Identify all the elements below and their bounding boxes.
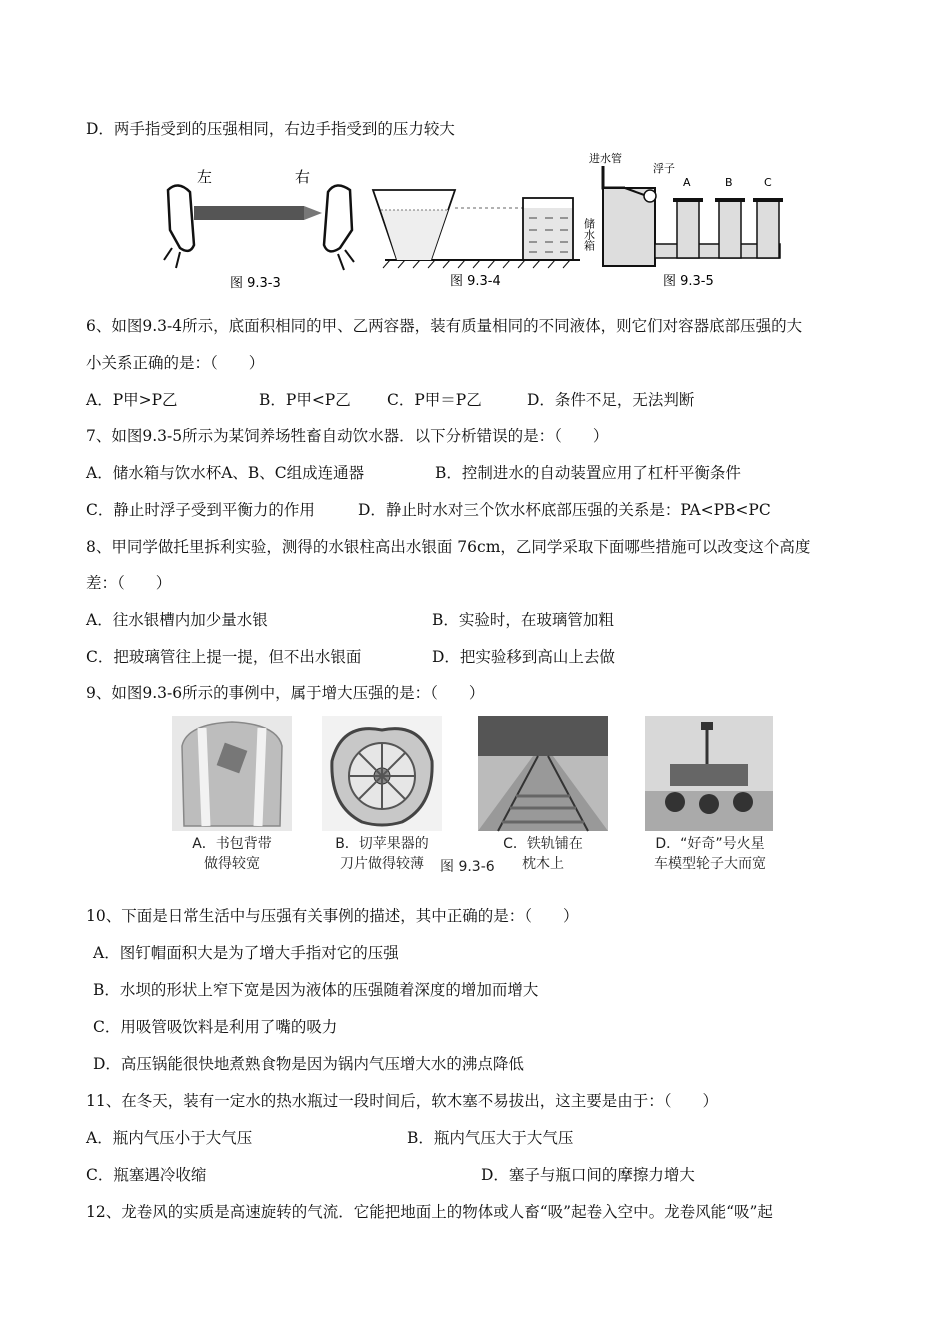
q10-option-c: C．用吸管吸饮料是利用了嘴的吸力 <box>93 1018 338 1036</box>
caption-c <box>478 834 608 874</box>
cup-a-label: A <box>683 176 691 189</box>
caption-b <box>318 834 446 874</box>
caption-a-line1: A．书包背带 <box>192 836 272 852</box>
right-label: 右 <box>295 168 311 186</box>
caption-c-line1: C．铁轨铺在 <box>503 836 583 852</box>
q7-option-d: D．静止时水对三个饮水杯底部压强的关系是：PA<PB<PC <box>358 501 771 519</box>
float-label: 浮子 <box>653 162 675 175</box>
q11-option-b: B．瓶内气压大于大气压 <box>407 1129 574 1147</box>
figure-9-3-4 <box>365 180 580 295</box>
figure-caption-9-3-5: 图 9.3-5 <box>663 274 714 289</box>
apple-slicer-photo <box>322 716 442 831</box>
caption-d <box>635 834 785 874</box>
q8-option-d: D．把实验移到高山上去做 <box>432 648 615 666</box>
left-label: 左 <box>197 168 213 186</box>
q10-option-a: A．图钉帽面积大是为了增大手指对它的压强 <box>93 944 399 962</box>
caption-a <box>168 834 296 874</box>
q5-option-d: D．两手指受到的压强相同，右边手指受到的压力较大 <box>86 120 455 138</box>
figure-caption-9-3-4: 图 9.3-4 <box>450 274 501 289</box>
caption-a-line2: 做得较宽 <box>204 856 260 872</box>
tank-label: 储水箱 <box>582 218 596 251</box>
cup-c-label: C <box>764 176 772 189</box>
q9-stem: 9、如图9.3-6所示的事例中，属于增大压强的是：（ ） <box>86 684 485 702</box>
q6-option-c: C．P甲＝P乙 <box>387 391 482 409</box>
figure-9-3-5 <box>582 148 790 293</box>
q12-stem: 12、龙卷风的实质是高速旋转的气流．它能把地面上的物体或人畜“吸”起卷入空中。龙卷风能“吸”起 <box>86 1203 773 1221</box>
q6-option-b: B．P甲<P乙 <box>259 391 351 409</box>
q6-option-d: D．条件不足，无法判断 <box>527 391 695 409</box>
caption-c-line2: 枕木上 <box>522 856 564 872</box>
q7-option-c: C．静止时浮子受到平衡力的作用 <box>86 501 315 519</box>
caption-b-line1: B．切苹果器的 <box>335 836 429 852</box>
q7-option-a: A．储水箱与饮水杯A、B、C组成连通器 <box>86 464 365 482</box>
railway-photo <box>478 716 608 831</box>
figure-caption-9-3-6: 图 9.3-6 <box>440 859 495 875</box>
caption-b-line2: 刀片做得较薄 <box>340 856 424 872</box>
figure-9-3-3 <box>160 160 360 295</box>
q8-option-b: B．实验时，在玻璃管加粗 <box>432 611 614 629</box>
rover-photo <box>645 716 773 831</box>
q11-option-a: A．瓶内气压小于大气压 <box>86 1129 253 1147</box>
q6-stem-line1: 6、如图9.3-4所示，底面积相同的甲、乙两容器，装有质量相同的不同液体，则它们对容器底部压强的大 <box>86 317 803 335</box>
q11-option-c: C．瓶塞遇冷收缩 <box>86 1166 207 1184</box>
q11-option-d: D．塞子与瓶口间的摩擦力增大 <box>481 1166 695 1184</box>
q8-option-a: A．往水银槽内加少量水银 <box>86 611 268 629</box>
q7-stem: 7、如图9.3-5所示为某饲养场牲畜自动饮水器．以下分析错误的是：（ ） <box>86 427 609 445</box>
q8-stem-line2: 差：（ ） <box>86 574 172 592</box>
q11-stem: 11、在冬天，装有一定水的热水瓶过一段时间后，软木塞不易拔出，这主要是由于：（ ） <box>86 1092 718 1110</box>
q10-stem: 10、下面是日常生活中与压强有关事例的描述，其中正确的是：（ ） <box>86 907 579 925</box>
backpack-photo <box>172 716 292 831</box>
q7-option-b: B．控制进水的自动装置应用了杠杆平衡条件 <box>435 464 741 482</box>
q10-option-d: D．高压锅能很快地煮熟食物是因为锅内气压增大水的沸点降低 <box>93 1055 524 1073</box>
q6-stem-line2: 小关系正确的是：（ ） <box>86 354 265 372</box>
q10-option-b: B．水坝的形状上窄下宽是因为液体的压强随着深度的增加而增大 <box>93 981 539 999</box>
caption-d-line2: 车模型轮子大而宽 <box>654 856 766 872</box>
q8-stem-line1: 8、甲同学做托里拆利实验，测得的水银柱高出水银面 76cm，乙同学采取下面哪些措施可以改变这个高度 <box>86 538 811 556</box>
figure-caption-9-3-3: 图 9.3-3 <box>230 276 281 291</box>
q8-option-c: C．把玻璃管往上提一提，但不出水银面 <box>86 648 362 666</box>
q6-option-a: A．P甲>P乙 <box>86 391 178 409</box>
inlet-pipe-label: 进水管 <box>589 152 622 165</box>
cup-b-label: B <box>725 176 733 189</box>
caption-d-line1: D．“好奇”号火星 <box>655 836 765 852</box>
